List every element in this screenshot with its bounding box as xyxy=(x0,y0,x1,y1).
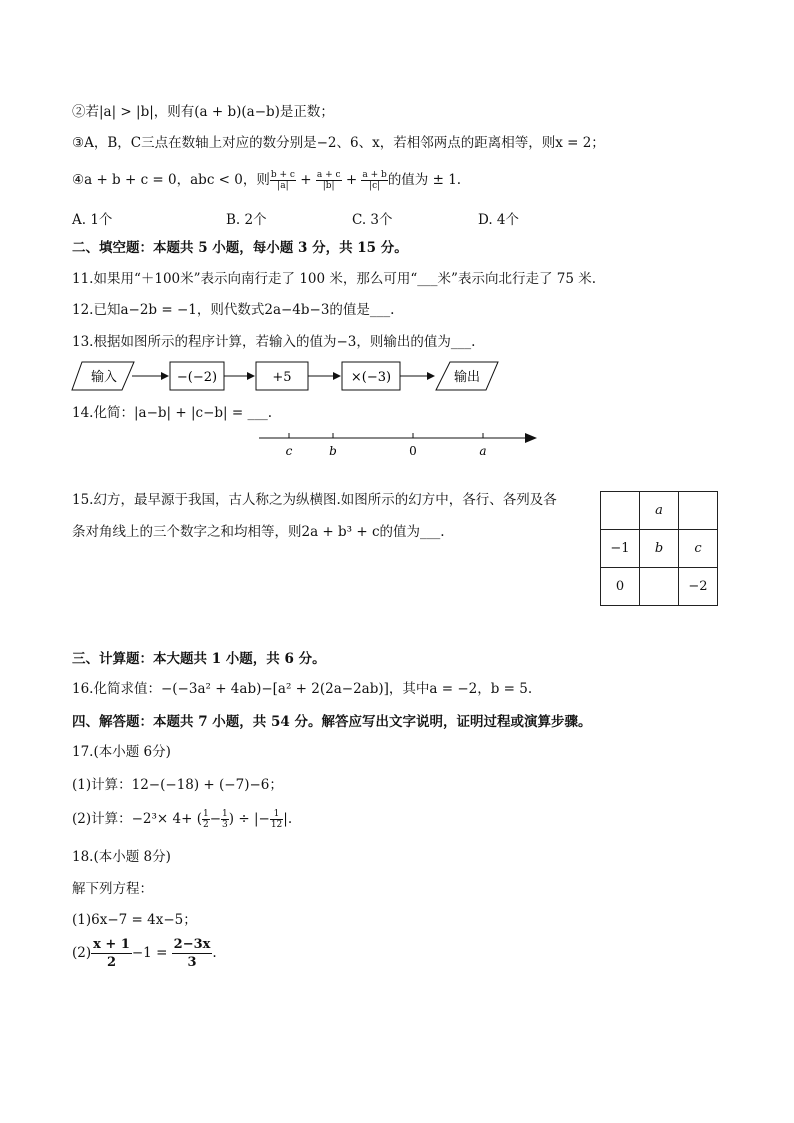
q17-fraction-3-num: 1 xyxy=(270,809,283,820)
q17-2-end: |. xyxy=(283,811,293,827)
item-3: ③A，B，C三点在数轴上对应的数分别是−2、6、x，若相邻两点的距离相等，则x = 2； xyxy=(72,135,605,151)
q18-fraction-1-den: 2 xyxy=(106,955,117,970)
question-16: 16.化简求值：−(−3a² + 4ab)−[a² + 2(2a−2ab)]，其中a = −2，b = 5. xyxy=(72,681,533,697)
minus-sign: − xyxy=(209,811,222,827)
fraction-1-num: b + c xyxy=(270,170,295,180)
fraction-2 xyxy=(316,170,342,191)
magic-cell xyxy=(601,492,640,530)
q17-fraction-2-num: 1 xyxy=(222,809,228,819)
magic-cell: a xyxy=(640,492,679,530)
q18-fraction-2-num: 2−3x xyxy=(173,937,211,952)
flow-step-3: ×(−3) xyxy=(350,370,392,385)
fraction-1 xyxy=(270,170,296,191)
q17-2-prefix: (2)计算：−2³× 4+ ( xyxy=(72,811,202,827)
q17-fraction-2 xyxy=(221,809,229,830)
question-18-heading: 18.(本小题 8分) xyxy=(72,849,171,865)
plus-sign: + xyxy=(345,172,358,188)
label-zero: 0 xyxy=(409,444,417,458)
q18-fraction-1-num: x + 1 xyxy=(93,937,130,952)
item-4 xyxy=(72,168,461,192)
question-13: 13.根据如图所示的程序计算，若输入的值为−3，则输出的值为___. xyxy=(72,334,476,350)
q17-fraction-1-den: 2 xyxy=(203,820,209,830)
plus-sign: + xyxy=(300,172,312,188)
label-a: a xyxy=(479,444,487,458)
question-11: 11.如果用“＋100米”表示向南行走了 100 米，那么可用“___米”表示向北行走了 75 米. xyxy=(72,271,596,287)
magic-cell: c xyxy=(679,530,718,568)
magic-cell xyxy=(640,568,679,606)
question-17-heading: 17.(本小题 6分) xyxy=(72,744,171,760)
question-18-intro: 解下列方程： xyxy=(72,881,153,897)
question-15-line-2: 条对角线上的三个数字之和均相等，则2a + b³ + c的值为___. xyxy=(72,524,445,540)
option-a: A. 1个 xyxy=(72,212,113,228)
magic-cell xyxy=(679,492,718,530)
flow-step-2: +5 xyxy=(272,370,292,385)
question-15-line-1: 15.幻方，最早源于我国，古人称之为纵横图.如图所示的幻方中，各行、各列及各 xyxy=(72,492,557,508)
question-14: 14.化简：|a−b| + |c−b| = ___. xyxy=(72,405,273,421)
item-2: ②若|a| > |b|，则有(a + b)(a−b)是正数； xyxy=(72,104,334,120)
question-18-part-1: (1)6x−7 = 4x−5； xyxy=(72,912,197,928)
section-3-heading: 三、计算题：本大题共 1 小题，共 6 分。 xyxy=(72,651,326,667)
q17-fraction-3 xyxy=(270,809,283,830)
flow-output-label: 输出 xyxy=(453,370,481,385)
q18-fraction-1 xyxy=(91,936,132,971)
label-b: b xyxy=(329,444,337,458)
option-b: B. 2个 xyxy=(226,212,267,228)
fraction-3-den: |c| xyxy=(369,181,381,191)
option-d: D. 4个 xyxy=(478,212,520,228)
flowchart xyxy=(70,360,500,392)
number-line xyxy=(255,425,545,461)
question-17-part-1: (1)计算：12−(−18) + (−7)−6； xyxy=(72,777,283,793)
q18-fraction-2-den: 3 xyxy=(187,955,197,970)
item-4-prefix: ④a + b + c = 0，abc < 0，则 xyxy=(72,172,270,188)
question-17-part-2 xyxy=(72,806,292,832)
q17-fraction-1 xyxy=(202,809,210,830)
option-c: C. 3个 xyxy=(352,212,393,228)
item-4-suffix: 的值为 ± 1. xyxy=(387,172,462,188)
q17-fraction-1-num: 1 xyxy=(203,809,209,819)
q18-2-mid: −1 = xyxy=(131,945,172,961)
magic-cell: b xyxy=(640,530,679,568)
section-2-heading: 二、填空题：本题共 5 小题，每小题 3 分，共 15 分。 xyxy=(72,240,408,256)
question-18-part-2 xyxy=(72,935,217,971)
q18-2-end: . xyxy=(212,945,217,961)
fraction-3-num: a + b xyxy=(362,170,387,180)
fraction-2-num: a + c xyxy=(316,170,341,180)
question-12: 12.已知a−2b = −1，则代数式2a−4b−3的值是___. xyxy=(72,302,395,318)
arrow-head-icon xyxy=(525,433,537,443)
q18-fraction-2 xyxy=(172,936,213,971)
magic-cell: 0 xyxy=(601,568,640,606)
q17-fraction-3-den: 12 xyxy=(270,820,283,830)
fraction-2-den: |b| xyxy=(322,181,335,191)
q17-2-mid: ) ÷ |− xyxy=(228,811,270,827)
flow-input-label: 输入 xyxy=(90,370,118,385)
fraction-1-den: |a| xyxy=(277,181,289,191)
q18-2-prefix: (2) xyxy=(72,945,92,961)
magic-square xyxy=(600,491,718,606)
flow-step-1: −(−2) xyxy=(176,370,218,385)
label-c: c xyxy=(285,444,293,458)
magic-cell: −2 xyxy=(679,568,718,606)
magic-cell: −1 xyxy=(601,530,640,568)
section-4-heading: 四、解答题：本题共 7 小题，共 54 分。解答应写出文字说明，证明过程或演算步骤。 xyxy=(72,714,592,730)
fraction-3 xyxy=(361,170,387,191)
q17-fraction-2-den: 3 xyxy=(222,820,228,830)
